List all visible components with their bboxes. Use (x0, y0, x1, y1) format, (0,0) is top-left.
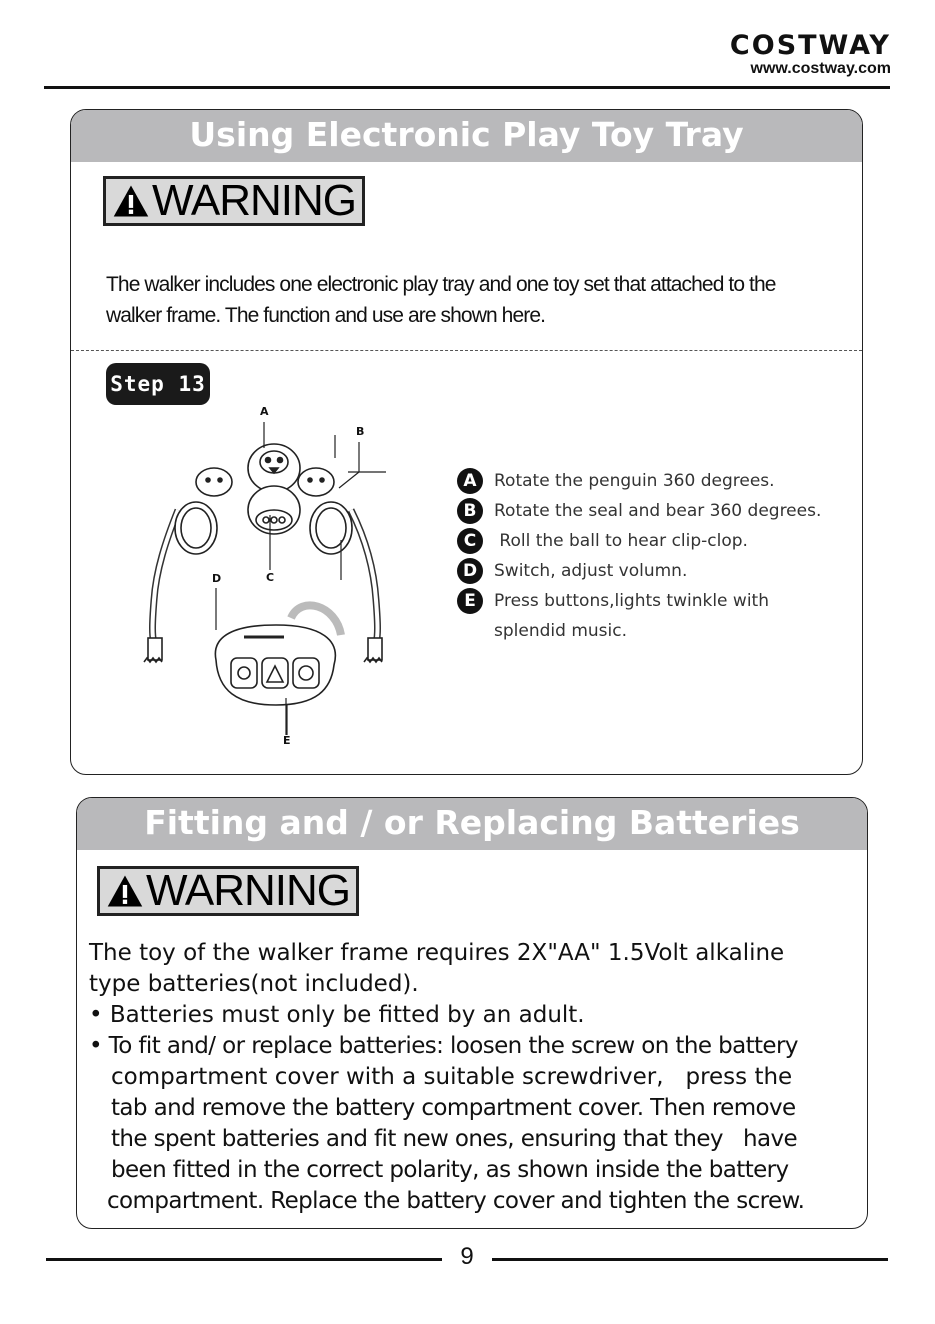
footer-rule-right (492, 1258, 888, 1261)
diagram-label-c: C (266, 571, 275, 584)
warning-text: WARNING (151, 176, 356, 225)
function-item (457, 558, 821, 588)
toy-tray-title: Using Electronic Play Toy Tray (71, 110, 862, 162)
function-letter-a: A (457, 468, 483, 494)
instruction-line: tab and remove the battery compartment cover. Then remove (111, 1095, 796, 1121)
function-item (457, 468, 821, 498)
function-item (457, 498, 821, 528)
instruction-line: • Batteries must only be fitted by an adult. (89, 1002, 585, 1028)
brand-url: www.costway.com (750, 60, 891, 77)
function-letter-d: D (457, 558, 483, 584)
instruction-line: type batteries(not included). (89, 971, 419, 997)
diagram-label-e: E (283, 734, 291, 747)
batteries-title: Fitting and / or Replacing Batteries (77, 798, 867, 850)
batteries-instructions (89, 938, 859, 1217)
callout-lines (71, 110, 471, 770)
instruction-line: The toy of the walker frame requires 2X"AA" 1.5Volt alkaline (89, 940, 785, 966)
diagram-label-d: D (212, 572, 222, 585)
function-text: Press buttons,lights twinkle with (494, 591, 769, 611)
function-letter-b: B (457, 498, 483, 524)
intro-line: The walker includes one electronic play tray and one toy set that attached to the (106, 273, 776, 296)
step-badge: Step 13 (106, 363, 210, 405)
warning-badge (97, 866, 359, 916)
instruction-line: compartment cover with a suitable screwdriver, press the (111, 1064, 793, 1090)
intro-line: walker frame. The function and use are shown here. (106, 304, 546, 327)
instruction-line: • To fit and/ or replace batteries: loosen the screw on the battery (89, 1033, 798, 1059)
function-text: Roll the ball to hear clip-clop. (494, 531, 748, 551)
function-letter-c: C (457, 528, 483, 554)
instruction-line: compartment. Replace the battery cover and tighten the screw. (107, 1188, 805, 1214)
page-number: 9 (460, 1243, 474, 1270)
function-item (457, 528, 821, 558)
function-letter-e: E (457, 588, 483, 614)
warning-text: WARNING (145, 866, 350, 915)
warning-triangle-icon (106, 870, 144, 912)
diagram-label-b: B (356, 425, 365, 438)
toy-tray-panel (70, 109, 863, 775)
instruction-line: the spent batteries and fit new ones, ensuring that they have (111, 1126, 798, 1152)
brand-header (730, 32, 891, 78)
function-item (457, 588, 821, 618)
instruction-line: been fitted in the correct polarity, as shown inside the battery (111, 1157, 789, 1183)
brand-logo: COSTWAY (729, 30, 891, 61)
function-list (457, 468, 821, 648)
function-text: Rotate the seal and bear 360 degrees. (494, 501, 822, 521)
function-text-continued: splendid music. (494, 621, 627, 641)
header-rule (44, 86, 890, 89)
diagram-label-a: A (260, 405, 269, 418)
function-text: Rotate the penguin 360 degrees. (494, 471, 775, 491)
function-text: Switch, adjust volumn. (494, 561, 688, 581)
batteries-panel (76, 797, 868, 1229)
footer-rule-left (46, 1258, 442, 1261)
